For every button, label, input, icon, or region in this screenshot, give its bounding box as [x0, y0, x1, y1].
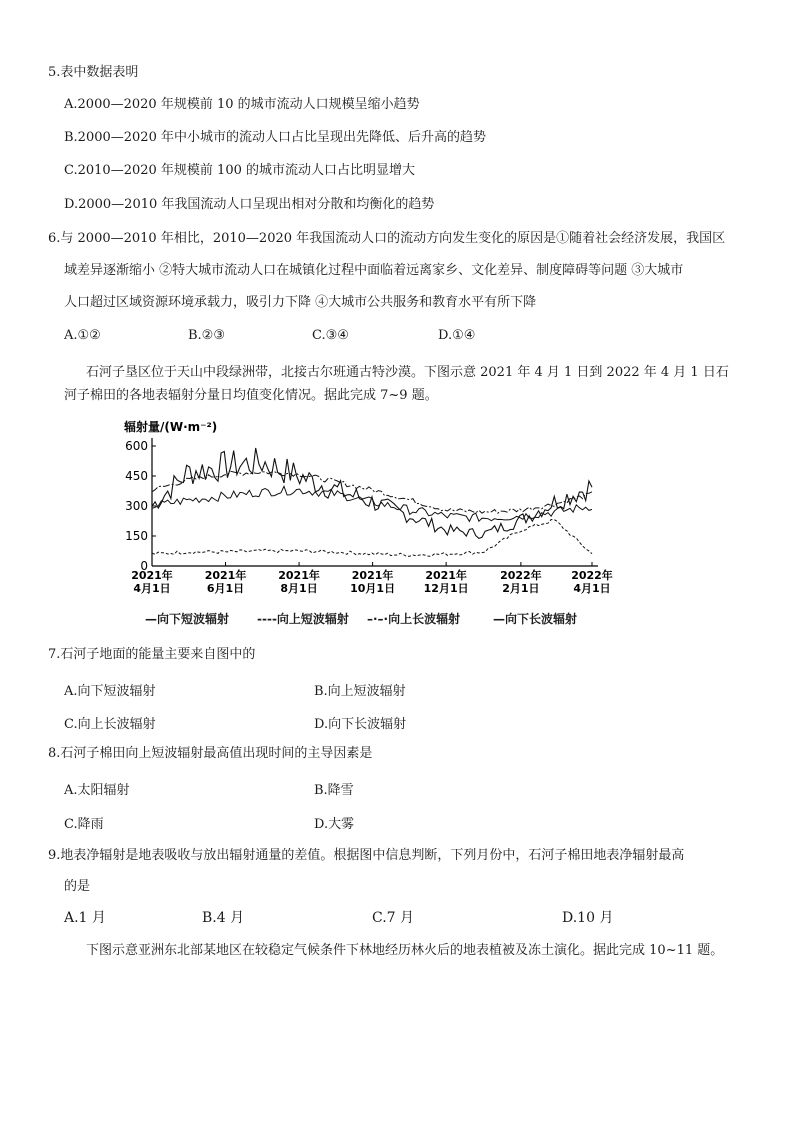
- q6-option-a: A.①②: [64, 328, 101, 343]
- q7-stem: 7.石河子地面的能量主要来自图中的: [48, 647, 256, 662]
- q5-option-a: A.2000—2020 年规模前 10 的城市流动人口规模呈缩小趋势: [64, 97, 420, 112]
- series-line-4: [152, 486, 592, 521]
- x-tick-label: 2022年 2月1日: [500, 569, 542, 595]
- q7-option-c: C.向上长波辐射: [64, 717, 156, 732]
- legend-item-4: —向下长波辐射: [493, 612, 578, 626]
- q5-stem: 5.表中数据表明: [48, 65, 139, 80]
- q5-option-b: B.2000—2020 年中小城市的流动人口占比呈现出先降低、后升高的趋势: [64, 130, 486, 145]
- q9-stem-line2: 的是: [64, 879, 91, 894]
- x-tick-label: 2021年 4月1日: [131, 569, 173, 595]
- y-tick-label: 150: [125, 529, 148, 543]
- y-tick-label: 450: [125, 469, 148, 483]
- q9-option-d: D.10 月: [562, 910, 614, 926]
- chart-plot-area: [152, 448, 592, 556]
- x-tick-label: 2021年 12月1日: [423, 569, 469, 595]
- q8-option-b: B.降雪: [314, 783, 354, 798]
- x-tick-label: 2021年 8月1日: [278, 569, 320, 595]
- q9-option-b: B.4 月: [202, 910, 245, 926]
- intro1-line2: 河子棉田的各地表辐射分量日均值变化情况。据此完成 7~9 题。: [64, 388, 438, 403]
- q6-option-c: C.③④: [312, 328, 349, 343]
- q7-option-d: D.向下长波辐射: [314, 717, 407, 732]
- legend-item-3: –·–·向上长波辐射: [367, 612, 461, 626]
- x-tick-label: 2021年 6月1日: [204, 569, 247, 595]
- q6-stem-line1: 6.与 2000—2010 年相比，2010—2020 年我国流动人口的流动方向发生变化的原因是①随着社会经济发展，我国区: [48, 231, 726, 246]
- x-tick-label: 2022年 4月1日: [571, 569, 613, 595]
- q9-stem-line1: 9.地表净辐射是地表吸收与放出辐射通量的差值。根据图中信息判断，下列月份中，石河子棉田地表净辐射最高: [48, 848, 685, 863]
- q5-option-c: C.2010—2020 年规模前 100 的城市流动人口占比明显增大: [64, 163, 415, 178]
- q9-option-a: A.1 月: [64, 910, 106, 926]
- q7-option-b: B.向上短波辐射: [314, 684, 406, 699]
- q7-option-a: A.向下短波辐射: [64, 684, 156, 699]
- q8-option-d: D.大雾: [314, 817, 355, 832]
- legend-item-1: —向下短波辐射: [145, 612, 230, 626]
- q6-option-b: B.②③: [188, 328, 225, 343]
- q5-option-d: D.2000—2010 年我国流动人口呈现出相对分散和均衡化的趋势: [64, 197, 435, 212]
- q9-option-c: C.7 月: [372, 910, 415, 926]
- radiation-chart: [122, 418, 622, 608]
- q6-stem-line2: 域差异逐渐缩小 ②特大城市流动人口在城镇化过程中面临着远离家乡、文化差异、制度障碍等问题 ③大城市: [64, 263, 684, 278]
- q8-stem: 8.石河子棉田向上短波辐射最高值出现时间的主导因素是: [48, 746, 373, 761]
- series-line-1: [152, 448, 592, 538]
- y-tick-label: 0: [140, 559, 148, 573]
- q6-option-d: D.①④: [438, 328, 476, 343]
- x-tick-label: 2021年 10月1日: [350, 569, 396, 595]
- q6-stem-line3: 人口超过区域资源环境承载力，吸引力下降 ④大城市公共服务和教育水平有所下降: [64, 295, 537, 310]
- legend-item-2: ----向上短波辐射: [257, 612, 349, 626]
- intro1-line1: 石河子垦区位于天山中段绿洲带，北接古尔班通古特沙漠。下图示意 2021 年 4 月 1 日到 2022 年 4 月 1 日石: [86, 365, 729, 380]
- series-line-2: [152, 520, 592, 557]
- q8-option-a: A.太阳辐射: [64, 783, 130, 798]
- chart-ylabel: 辐射量/(W·m⁻²): [124, 420, 218, 434]
- intro2: 下图示意亚洲东北部某地区在较稳定气候条件下林地经历林火后的地表植被及冻土演化。据此完成 10~11 题。: [86, 943, 724, 958]
- y-tick-label: 300: [125, 499, 148, 513]
- q8-option-c: C.降雨: [64, 817, 104, 832]
- y-tick-label: 600: [125, 439, 148, 453]
